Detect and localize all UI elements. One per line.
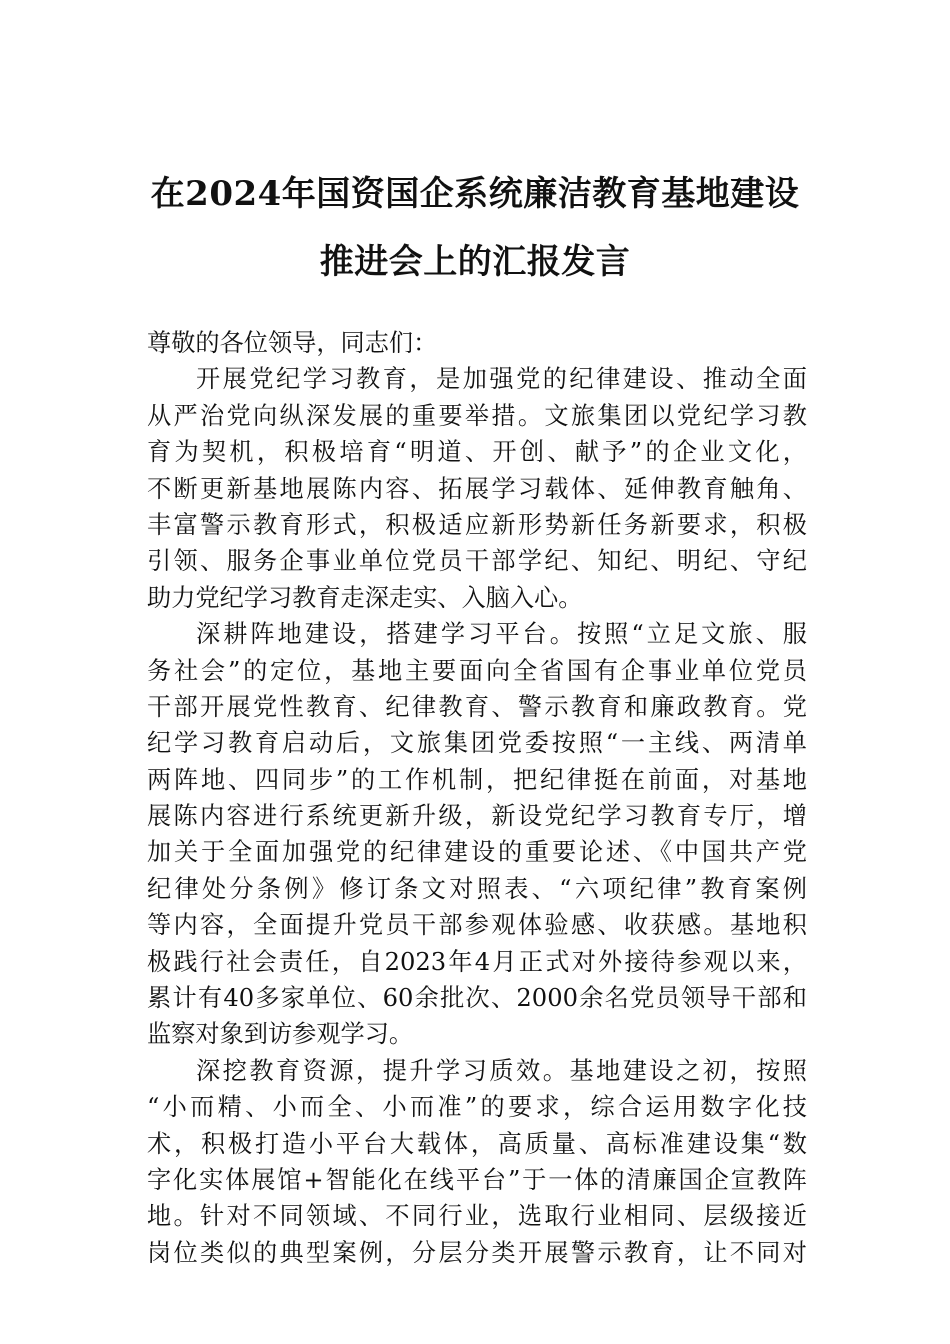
- paragraph-line: 纪学习教育启动后，文旅集团党委按照“一主线、两清单: [147, 729, 807, 758]
- paragraph-line: 开展党纪学习教育，是加强党的纪律建设、推动全面: [196, 365, 807, 394]
- paragraph-line: 极践行社会责任，自2023年4月正式对外接待参观以来，: [147, 947, 807, 976]
- paragraph-line: 引领、服务企事业单位党员干部学纪、知纪、明纪、守纪: [147, 547, 807, 576]
- paragraph-line: 丰富警示教育形式，积极适应新形势新任务新要求，积极: [147, 510, 807, 539]
- paragraph-line: 字化实体展馆+智能化在线平台”于一体的清廉国企宣教阵: [147, 1165, 807, 1194]
- paragraph-line: 务社会”的定位，基地主要面向全省国有企事业单位党员: [147, 656, 807, 685]
- paragraph-line: 监察对象到访参观学习。: [147, 1020, 414, 1049]
- paragraph-line: 育为契机，积极培育“明道、开创、献予”的企业文化，: [147, 438, 807, 467]
- paragraph-line: 深挖教育资源，提升学习质效。基地建设之初，按照: [196, 1056, 807, 1085]
- paragraph-line: 展陈内容进行系统更新升级，新设党纪学习教育专厅，增: [147, 802, 807, 831]
- paragraph-line: 累计有40多家单位、60余批次、2000余名党员领导干部和: [147, 984, 807, 1013]
- document-body: [147, 325, 807, 1271]
- paragraph-3: [147, 1053, 807, 1271]
- document-title: [100, 160, 850, 296]
- paragraph-line: 加关于全面加强党的纪律建设的重要论述、《中国共产党: [147, 838, 807, 867]
- salutation: 尊敬的各位领导，同志们：: [147, 329, 438, 357]
- paragraph-line: 干部开展党性教育、纪律教育、警示教育和廉政教育。党: [147, 692, 807, 721]
- paragraph-line: 等内容，全面提升党员干部参观体验感、收获感。基地积: [147, 911, 807, 940]
- title-line-1: 在2024年国资国企系统廉洁教育基地建设: [150, 174, 800, 214]
- paragraph-line: 深耕阵地建设，搭建学习平台。按照“立足文旅、服: [196, 620, 807, 649]
- paragraph-line: “小而精、小而全、小而准”的要求，综合运用数字化技: [147, 1093, 807, 1122]
- paragraph-line: 从严治党向纵深发展的重要举措。文旅集团以党纪学习教: [147, 401, 807, 430]
- paragraph-2: [147, 616, 807, 1053]
- paragraph-line: 助力党纪学习教育走深走实、入脑入心。: [147, 583, 583, 612]
- title-line-2: 推进会上的汇报发言: [319, 242, 631, 282]
- paragraph-line: 岗位类似的典型案例，分层分类开展警示教育，让不同对: [147, 1238, 807, 1267]
- paragraph-line: 纪律处分条例》修订条文对照表、“六项纪律”教育案例: [147, 874, 807, 903]
- paragraph-1: [147, 361, 807, 616]
- paragraph-line: 术，积极打造小平台大载体，高质量、高标准建设集“数: [147, 1129, 807, 1158]
- paragraph-line: 两阵地、四同步”的工作机制，把纪律挺在前面，对基地: [147, 765, 807, 794]
- paragraph-line: 地。针对不同领域、不同行业，选取行业相同、层级接近: [147, 1202, 807, 1231]
- paragraph-line: 不断更新基地展陈内容、拓展学习载体、延伸教育触角、: [147, 474, 807, 503]
